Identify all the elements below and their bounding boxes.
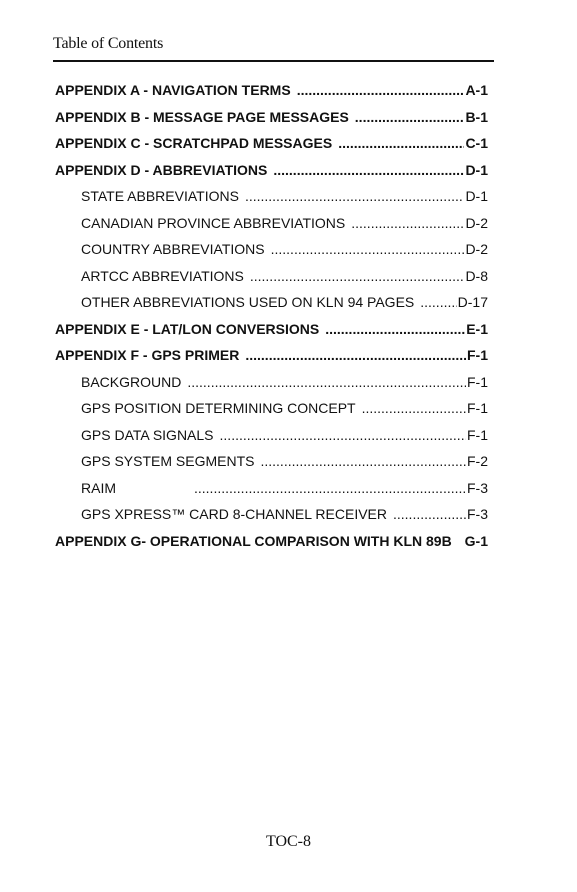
dot-leader [420, 293, 456, 311]
toc-entry-gps-xpress-card[interactable] [81, 505, 488, 523]
toc-entry-label: GPS SYSTEM SEGMENTS [81, 453, 255, 469]
dot-leader [351, 214, 464, 232]
dot-leader [393, 505, 466, 523]
toc-entry-label: GPS XPRESS™ CARD 8-CHANNEL RECEIVER [81, 506, 387, 522]
dot-leader [271, 240, 465, 258]
toc-entry-other-abbreviations[interactable] [81, 293, 488, 311]
dot-leader [187, 373, 466, 391]
toc-entry-label: COUNTRY ABBREVIATIONS [81, 241, 265, 257]
header-rule [53, 60, 494, 62]
toc-entry-gps-position-concept[interactable] [81, 399, 488, 417]
toc-entry-label: CANADIAN PROVINCE ABBREVIATIONS [81, 215, 346, 231]
toc-entry-label: APPENDIX D - ABBREVIATIONS [55, 162, 268, 178]
dot-leader [273, 161, 464, 179]
toc-entry-page: F-3 [467, 480, 488, 496]
toc-entry-page: F-1 [467, 427, 488, 443]
toc-entry-label: APPENDIX E - LAT/LON CONVERSIONS [55, 321, 320, 337]
toc-entry-label: STATE ABBREVIATIONS [81, 188, 239, 204]
toc-entry-page: F-3 [467, 506, 488, 522]
toc-entry-page: C-1 [465, 135, 488, 151]
toc-entry-page: D-8 [465, 268, 488, 284]
dot-leader [260, 452, 466, 470]
dot-leader [355, 108, 465, 126]
toc-entry-page: D-2 [465, 215, 488, 231]
toc-entry-page: D-17 [457, 294, 488, 310]
toc-entry-appendix-d[interactable] [55, 161, 488, 179]
dot-leader [338, 134, 464, 152]
page-footer-number: TOC-8 [265, 833, 312, 850]
toc-entry-page: F-1 [467, 347, 488, 363]
toc-entry-page: D-2 [465, 241, 488, 257]
toc-entry-appendix-a[interactable] [55, 81, 488, 99]
dot-leader [250, 267, 465, 285]
toc-entry-appendix-e[interactable] [55, 320, 488, 338]
toc-entry-page: D-1 [465, 188, 488, 204]
toc-entry-label: ARTCC ABBREVIATIONS [81, 268, 244, 284]
toc-entry-label: APPENDIX B - MESSAGE PAGE MESSAGES [55, 109, 349, 125]
toc-entry-page: F-1 [467, 374, 488, 390]
toc-entry-label: OTHER ABBREVIATIONS USED ON KLN 94 PAGES [81, 294, 415, 310]
toc-entry-page: F-2 [467, 453, 488, 469]
toc-entry-page: G-1 [464, 533, 488, 549]
toc-entry-background[interactable] [81, 373, 488, 391]
toc-entry-state-abbreviations[interactable] [81, 187, 488, 205]
toc-entry-appendix-g[interactable] [55, 532, 488, 550]
dot-leader [297, 81, 465, 99]
toc-entry-gps-system-segments[interactable] [81, 452, 488, 470]
dot-leader [325, 320, 465, 338]
dot-leader [245, 346, 466, 364]
toc-entry-page: A-1 [465, 82, 488, 98]
toc-entry-appendix-f[interactable] [55, 346, 488, 364]
toc-entry-label: APPENDIX C - SCRATCHPAD MESSAGES [55, 135, 333, 151]
toc-entry-label: APPENDIX G- OPERATIONAL COMPARISON WITH KLN 89B [55, 533, 452, 549]
toc-entry-label: APPENDIX A - NAVIGATION TERMS [55, 82, 291, 98]
toc-entry-country-abbreviations[interactable] [81, 240, 488, 258]
toc-entry-page: E-1 [466, 321, 488, 337]
toc-entry-label: RAIM [81, 480, 116, 496]
toc-entry-label: GPS POSITION DETERMINING CONCEPT [81, 400, 356, 416]
page-header-title: Table of Contents [53, 35, 164, 52]
toc-entry-label: GPS DATA SIGNALS [81, 427, 214, 443]
toc-entry-page: D-1 [465, 162, 488, 178]
toc-entry-page: B-1 [465, 109, 488, 125]
toc-entry-label: APPENDIX F - GPS PRIMER [55, 347, 240, 363]
dot-leader [362, 399, 466, 417]
toc-entry-label: BACKGROUND [81, 374, 182, 390]
toc-entry-raim[interactable] [81, 479, 488, 497]
dot-leader [220, 426, 466, 444]
toc-entry-gps-data-signals[interactable] [81, 426, 488, 444]
dot-leader [245, 187, 465, 205]
toc-entry-artcc-abbreviations[interactable] [81, 267, 488, 285]
toc-entry-canadian-province-abbreviations[interactable] [81, 214, 488, 232]
toc-entry-page: F-1 [467, 400, 488, 416]
toc-entry-appendix-b[interactable] [55, 108, 488, 126]
dot-leader [194, 479, 466, 497]
toc-entry-appendix-c[interactable] [55, 134, 488, 152]
